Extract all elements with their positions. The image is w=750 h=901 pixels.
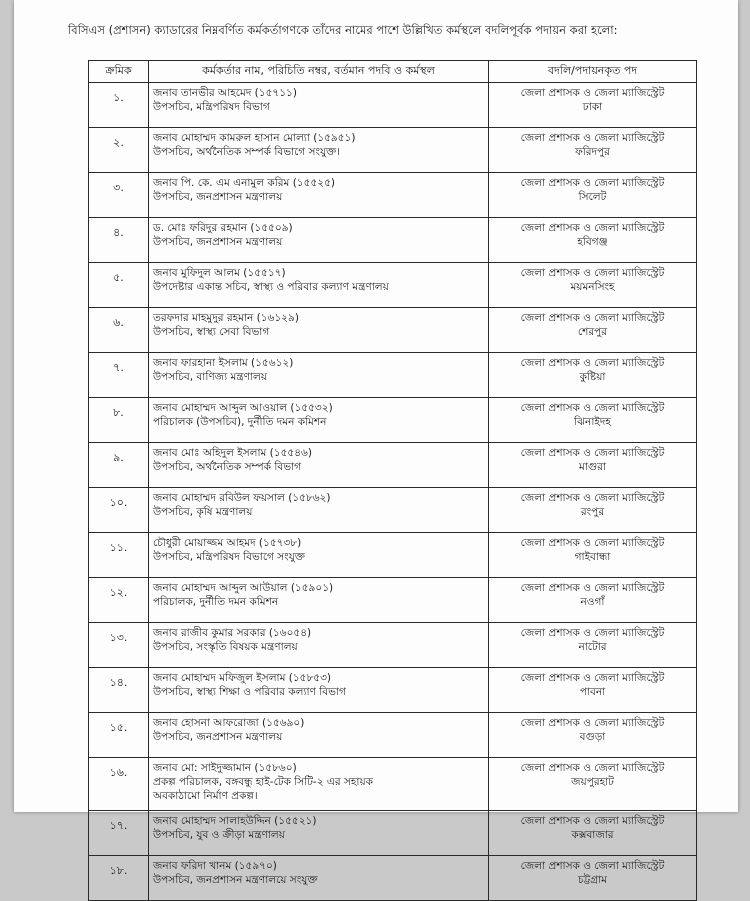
table-row bbox=[89, 263, 697, 308]
posting-cell bbox=[489, 488, 697, 533]
posting-title: জেলা প্রশাসক ও জেলা ম্যাজিস্ট্রেট bbox=[520, 222, 665, 234]
posting-district: চট্টগ্রাম bbox=[577, 874, 608, 886]
officer-current-post: উপসচিব, স্বাস্থ্য শিক্ষা ও পরিবার কল্যাণ বিভাগ bbox=[153, 686, 346, 698]
table-row bbox=[89, 578, 697, 623]
officer-cell bbox=[149, 308, 489, 353]
officer-name: জনাব তানভীর আহমেদ (১৫৭১১) bbox=[153, 87, 297, 99]
header-posting: বদলি/পদায়নকৃত পদ bbox=[489, 61, 697, 83]
posting-title: জেলা প্রশাসক ও জেলা ম্যাজিস্ট্রেট bbox=[520, 815, 665, 827]
posting-title: জেলা প্রশাসক ও জেলা ম্যাজিস্ট্রেট bbox=[520, 312, 665, 324]
serial-cell: ১৫. bbox=[89, 713, 149, 758]
table-row bbox=[89, 758, 697, 811]
posting-cell bbox=[489, 128, 697, 173]
posting-cell bbox=[489, 811, 697, 856]
header-officer: কর্মকর্তার নাম, পরিচিতি নম্বর, বর্তমান পদবি ও কর্মস্থল bbox=[149, 61, 489, 83]
posting-title: জেলা প্রশাসক ও জেলা ম্যাজিস্ট্রেট bbox=[520, 672, 665, 684]
serial-cell: ৩. bbox=[89, 173, 149, 218]
posting-cell bbox=[489, 308, 697, 353]
posting-title: জেলা প্রশাসক ও জেলা ম্যাজিস্ট্রেট bbox=[520, 132, 665, 144]
officer-current-post: উপসচিব, সংস্কৃতি বিষয়ক মন্ত্রণালয় bbox=[153, 641, 298, 653]
officer-name: জনাব মোহাম্মদ মফিজুল ইসলাম (১৫৮৫৩) bbox=[153, 672, 332, 684]
officer-name: চৌধুরী মোয়াজ্জম আহমদ (১৫৭৩৮) bbox=[153, 537, 302, 549]
officer-current-post: পরিচালক, দুর্নীতি দমন কমিশন bbox=[153, 596, 279, 608]
serial-cell: ১. bbox=[89, 83, 149, 128]
table-row bbox=[89, 398, 697, 443]
officer-name: জনাব রাজীব কুমার সরকার (১৬০৫৪) bbox=[153, 627, 312, 639]
posting-cell bbox=[489, 623, 697, 668]
serial-cell: ১৮. bbox=[89, 856, 149, 901]
officer-cell bbox=[149, 263, 489, 308]
posting-cell bbox=[489, 173, 697, 218]
serial-cell: ২. bbox=[89, 128, 149, 173]
officer-name: জনাব মুফিদুল আলম (১৫৫১৭) bbox=[153, 267, 286, 279]
table-row bbox=[89, 713, 697, 758]
posting-cell bbox=[489, 856, 697, 901]
officer-name: জনাব মোহাম্মদ আব্দুল আওয়াল (১৫৫৩২) bbox=[153, 402, 333, 414]
officer-cell bbox=[149, 353, 489, 398]
document-page bbox=[14, 0, 738, 886]
officer-cell bbox=[149, 713, 489, 758]
posting-district: হবিগঞ্জ bbox=[577, 236, 608, 248]
serial-cell: ৬. bbox=[89, 308, 149, 353]
table-row bbox=[89, 308, 697, 353]
posting-title: জেলা প্রশাসক ও জেলা ম্যাজিস্ট্রেট bbox=[520, 762, 665, 774]
officer-current-post: উপসচিব, মন্ত্রিপরিষদ বিভাগ bbox=[153, 101, 270, 113]
posting-cell bbox=[489, 758, 697, 811]
posting-cell bbox=[489, 218, 697, 263]
officer-name: জনাব ফরিদা খানম (১৫৯৭০) bbox=[153, 860, 277, 872]
table-row bbox=[89, 173, 697, 218]
posting-district: শেরপুর bbox=[577, 326, 608, 338]
posting-title: জেলা প্রশাসক ও জেলা ম্যাজিস্ট্রেট bbox=[520, 582, 665, 594]
officer-cell bbox=[149, 623, 489, 668]
posting-cell bbox=[489, 713, 697, 758]
posting-district: রংপুর bbox=[580, 506, 605, 518]
officer-current-post: পরিচালক (উপসচিব), দুর্নীতি দমন কমিশন bbox=[153, 416, 327, 428]
officer-name: জনাব মোহাম্মদ সালাহউদ্দিন (১৫৫২১) bbox=[153, 815, 317, 827]
posting-district: মাগুরা bbox=[578, 461, 606, 473]
serial-cell: ১২. bbox=[89, 578, 149, 623]
posting-district: পাবনা bbox=[579, 686, 606, 698]
posting-district: নাটোর bbox=[578, 641, 607, 653]
officer-name: জনাব ফারহানা ইসলাম (১৫৬১২) bbox=[153, 357, 294, 369]
officer-name: ড. মোঃ ফরিদুর রহমান (১৫৫০৯) bbox=[153, 222, 293, 234]
posting-title: জেলা প্রশাসক ও জেলা ম্যাজিস্ট্রেট bbox=[520, 177, 665, 189]
posting-district: সিলেট bbox=[578, 191, 607, 203]
serial-cell: ১৩. bbox=[89, 623, 149, 668]
posting-cell bbox=[489, 578, 697, 623]
table-row bbox=[89, 353, 697, 398]
officer-name: জনাব হোসনা আফরোজা (১৫৬৯০) bbox=[153, 717, 305, 729]
officer-current-post: উপসচিব, জনপ্রশাসন মন্ত্রণালয়ে সংযুক্ত bbox=[153, 874, 318, 886]
table-row bbox=[89, 811, 697, 856]
officer-cell bbox=[149, 128, 489, 173]
posting-title: জেলা প্রশাসক ও জেলা ম্যাজিস্ট্রেট bbox=[520, 447, 665, 459]
officer-cell bbox=[149, 488, 489, 533]
posting-district: বগুড়া bbox=[579, 731, 606, 743]
officer-current-post: উপসচিব, স্বাস্থ্য সেবা বিভাগ bbox=[153, 326, 270, 338]
posting-title: জেলা প্রশাসক ও জেলা ম্যাজিস্ট্রেট bbox=[520, 537, 665, 549]
table-row bbox=[89, 488, 697, 533]
officer-cell bbox=[149, 758, 489, 811]
posting-district: নওগাঁ bbox=[580, 596, 605, 608]
officer-current-post: উপসচিব, জনপ্রশাসন মন্ত্রণালয় bbox=[153, 731, 283, 743]
officer-cell bbox=[149, 856, 489, 901]
serial-cell: ৭. bbox=[89, 353, 149, 398]
serial-cell: ৪. bbox=[89, 218, 149, 263]
serial-cell: ৫. bbox=[89, 263, 149, 308]
serial-cell: ১৪. bbox=[89, 668, 149, 713]
officer-name: জনাব মোঃ অহিদুল ইসলাম (১৫৫৪৬) bbox=[153, 447, 312, 459]
serial-cell: ১৬. bbox=[89, 758, 149, 811]
posting-cell bbox=[489, 83, 697, 128]
table-row bbox=[89, 128, 697, 173]
officer-current-post: উপসচিব, অর্থনৈতিক সম্পর্ক বিভাগে সংযুক্ত। bbox=[153, 146, 340, 158]
serial-cell: ৯. bbox=[89, 443, 149, 488]
officer-current-post: উপসচিব, বাণিজ্য মন্ত্রণালয় bbox=[153, 371, 267, 383]
posting-title: জেলা প্রশাসক ও জেলা ম্যাজিস্ট্রেট bbox=[520, 267, 665, 279]
officer-current-post: উপদেষ্টার একান্ত সচিব, স্বাস্থ্য ও পরিবার কল্যাণ মন্ত্রণালয় bbox=[153, 281, 389, 293]
posting-district: কুষ্টিয়া bbox=[579, 371, 606, 383]
posting-cell bbox=[489, 398, 697, 443]
officer-current-post-cont: অবকাঠামো নির্মাণ প্রকল্প। bbox=[153, 790, 258, 802]
posting-district: গাইবান্ধা bbox=[574, 551, 611, 563]
posting-cell bbox=[489, 263, 697, 308]
officer-current-post: উপসচিব, অর্থনৈতিক সম্পর্ক বিভাগ bbox=[153, 461, 301, 473]
serial-cell: ৮. bbox=[89, 398, 149, 443]
table-row bbox=[89, 83, 697, 128]
posting-title: জেলা প্রশাসক ও জেলা ম্যাজিস্ট্রেট bbox=[520, 717, 665, 729]
posting-title: জেলা প্রশাসক ও জেলা ম্যাজিস্ট্রেট bbox=[520, 357, 665, 369]
officer-cell bbox=[149, 83, 489, 128]
officer-cell bbox=[149, 533, 489, 578]
table-row bbox=[89, 856, 697, 901]
posting-district: ময়মনসিংহ bbox=[570, 281, 615, 293]
officer-current-post: উপসচিব, জনপ্রশাসন মন্ত্রণালয় bbox=[153, 236, 283, 248]
serial-cell: ১১. bbox=[89, 533, 149, 578]
officer-name: জনাব মো: সাইদুজ্জামান (১৫৮৬০) bbox=[153, 762, 297, 774]
officer-cell bbox=[149, 218, 489, 263]
officer-current-post: উপসচিব, জনপ্রশাসন মন্ত্রণালয় bbox=[153, 191, 283, 203]
officer-name: জনাব মোহাম্মদ কামরুল হাসান মোল্যা (১৫৯৫১) bbox=[153, 132, 356, 144]
officer-current-post: উপসচিব, কৃষি মন্ত্রণালয় bbox=[153, 506, 253, 518]
transfer-table bbox=[88, 60, 697, 901]
table-row bbox=[89, 443, 697, 488]
officer-cell bbox=[149, 173, 489, 218]
posting-title: জেলা প্রশাসক ও জেলা ম্যাজিস্ট্রেট bbox=[520, 87, 665, 99]
officer-name: জনাব মোহাম্মদ আব্দুল আউয়াল (১৫৯০১) bbox=[153, 582, 334, 594]
posting-title: জেলা প্রশাসক ও জেলা ম্যাজিস্ট্রেট bbox=[520, 860, 665, 872]
officer-cell bbox=[149, 811, 489, 856]
posting-title: জেলা প্রশাসক ও জেলা ম্যাজিস্ট্রেট bbox=[520, 627, 665, 639]
table-row bbox=[89, 218, 697, 263]
officer-cell bbox=[149, 443, 489, 488]
table-row bbox=[89, 623, 697, 668]
posting-district: কক্সবাজার bbox=[571, 829, 614, 841]
officer-name: জনাব মোহাম্মদ রবিউল ফয়সাল (১৫৮৬২) bbox=[153, 492, 331, 504]
officer-current-post: প্রকল্প পরিচালক, বঙ্গবন্ধু হাই-টেক সিটি-২ এর সহায়ক bbox=[153, 776, 374, 788]
officer-name: জনাব পি. কে. এম এনামুল করিম (১৫৫২৫) bbox=[153, 177, 335, 189]
posting-cell bbox=[489, 668, 697, 713]
posting-district: ঢাকা bbox=[582, 101, 603, 113]
officer-cell bbox=[149, 578, 489, 623]
officer-current-post: উপসচিব, যুব ও ক্রীড়া মন্ত্রণালয় bbox=[153, 829, 285, 841]
officer-current-post: উপসচিব, মন্ত্রিপরিষদ বিভাগে সংযুক্ত bbox=[153, 551, 305, 563]
table-header-row bbox=[89, 61, 697, 83]
posting-district: ঝিনাইদহ bbox=[574, 416, 611, 428]
posting-cell bbox=[489, 353, 697, 398]
posting-cell bbox=[489, 533, 697, 578]
officer-name: তরফদার মাহমুদুর রহমান (১৬১২৯) bbox=[153, 312, 299, 324]
officer-cell bbox=[149, 398, 489, 443]
header-serial: ক্রমিক bbox=[89, 61, 149, 83]
officer-cell bbox=[149, 668, 489, 713]
order-heading: বিসিএস (প্রশাসন) ক্যাডারের নিম্নবর্ণিত কর্মকর্তাগণকে তাঁদের নামের পাশে উল্লিখিত কর্মস্থলে বদলিপূর্বক পদায়ন করা হলো: bbox=[68, 23, 618, 37]
serial-cell: ১৭. bbox=[89, 811, 149, 856]
posting-district: জয়পুরহাট bbox=[571, 776, 614, 788]
posting-title: জেলা প্রশাসক ও জেলা ম্যাজিস্ট্রেট bbox=[520, 492, 665, 504]
table-row bbox=[89, 668, 697, 713]
serial-cell: ১০. bbox=[89, 488, 149, 533]
posting-title: জেলা প্রশাসক ও জেলা ম্যাজিস্ট্রেট bbox=[520, 402, 665, 414]
posting-cell bbox=[489, 443, 697, 488]
posting-district: ফরিদপুর bbox=[575, 146, 610, 158]
table-row bbox=[89, 533, 697, 578]
